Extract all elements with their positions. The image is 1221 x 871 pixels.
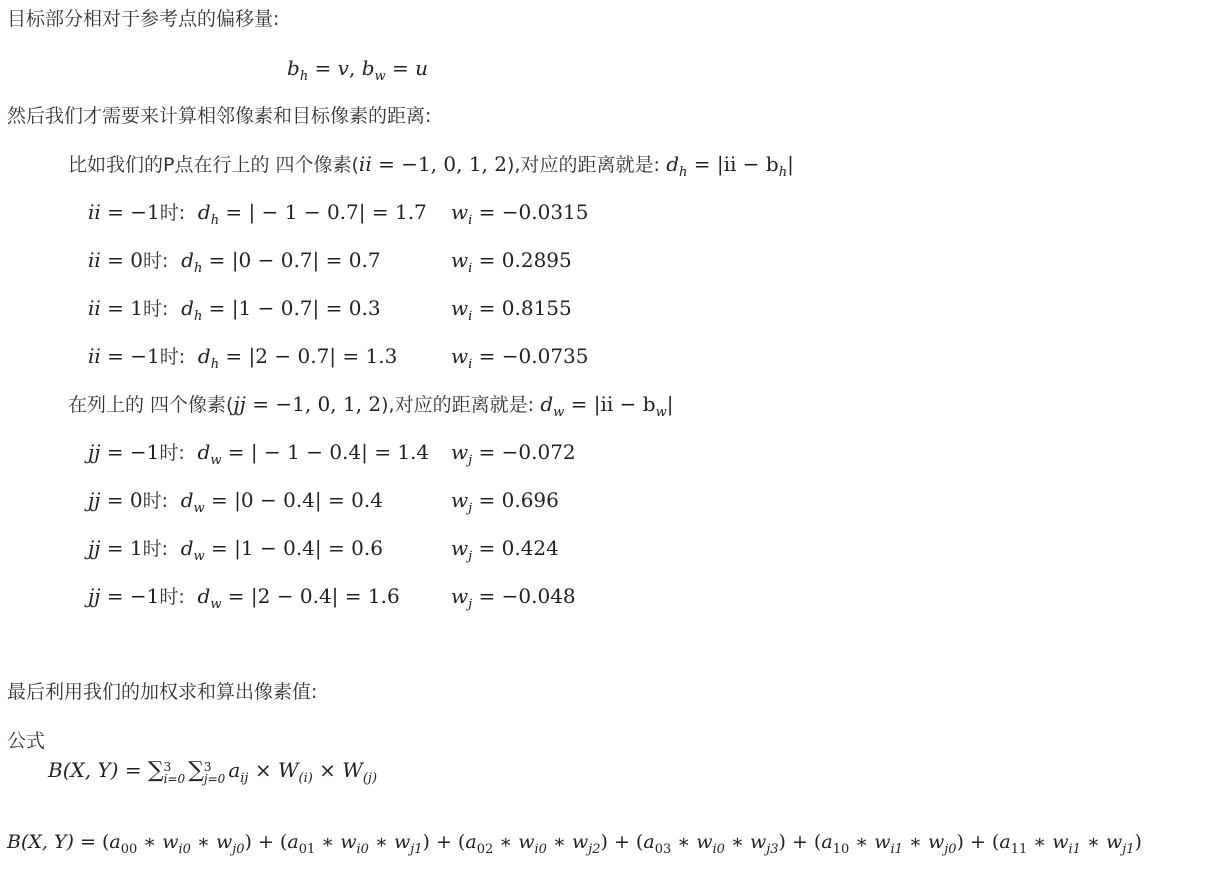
row-distance-line: ii = −1时: $d_h = |2 - 0.7| = 1.3$ (88, 344, 398, 372)
column-distance-line: jj = 1时: $d_w = |1 - 0.4| = 0.6$ (88, 536, 383, 564)
row-distance-line-weight: $w_i = -0.0735$ (451, 344, 589, 372)
row-intro: 比如我们的P点在行上的 四个像素(ii = −1, 0, 1, 2),对应的距离就是: $d_h = |ii - b_h|$ (68, 152, 794, 180)
expansion-term: ($a_{00}$ ∗ $w_{i0}$ ∗ $w_{j0}$) (101, 831, 252, 857)
row-distance-line-weight: $w_i = 0.2895$ (451, 248, 572, 276)
row-distance-line-weight: $w_i = 0.8155$ (451, 296, 572, 324)
row-distance-line-weight: $w_i = -0.0315$ (451, 200, 589, 228)
row-distance-line: ii = 1时: $d_h = |1 - 0.7| = 0.3$ (88, 296, 381, 324)
expansion-term: + ($a_{02}$ ∗ $w_{i0}$ ∗ $w_{j2}$) (429, 831, 608, 857)
sum-formula: B(X, Y) = ∑ 3 i=0 ∑ 3 j=0 $a_{ij} \times W_{(i)} \times W_{(j)}$ (48, 758, 378, 786)
column-distance-line: jj = −1时: $d_w = |2 - 0.4| = 1.6$ (88, 584, 400, 612)
formula-label: 公式 (7, 730, 46, 752)
row-distance-line: ii = −1时: $d_h$ = | − 1 − 0.7| = 1.7 (88, 200, 427, 228)
column-distance-line-weight: $w_j = -0.048$ (451, 584, 576, 612)
expansion-formula: B(X, $Y) = (a_{00}$ ∗ $w_{i0}$ ∗ $w_{j0}) + (a_{01}$ ∗ $w_{i0}$ ∗ $w_{j1}) + (a_{02}$ ∗ $w_{i0}$ ∗ $w_{j2}) + (a_{03}$ ∗ $w_{i0}$ ∗ $w_{j3}) + (a_{10}$ ∗ $w_{i1}$ ∗ $w_{j0}) + (a_{11}$ ∗ $w_{i1}$ ∗ $w_{j1}$) (7, 831, 1142, 857)
expansion-term: + ($a_{11}$ ∗ $w_{i1}$ ∗ $w_{j1}$) (963, 831, 1142, 857)
column-distance-line-weight: $w_j = 0.696$ (451, 488, 559, 516)
expansion-term: + ($a_{10}$ ∗ $w_{i1}$ ∗ $w_{j0}$) (785, 831, 964, 857)
distance-intro-text: 然后我们才需要来计算相邻像素和目标像素的距离: (7, 105, 432, 127)
column-distance-line-weight: $w_j = -0.072$ (451, 440, 576, 468)
expansion-term: + ($a_{01}$ ∗ $w_{i0}$ ∗ $w_{j1}$) (251, 831, 430, 857)
column-distance-line: jj = −1时: $d_w$ = | − 1 − 0.4| = 1.4 (88, 440, 430, 468)
intro-text: 目标部分相对于参考点的偏移量: (7, 8, 280, 30)
column-intro: 在列上的 四个像素(jj = −1, 0, 1, 2),对应的距离就是: $d_w = |ii - b_w|$ (68, 392, 674, 420)
column-distance-line: jj = 0时: $d_w = |0 - 0.4| = 0.4$ (88, 488, 383, 516)
final-intro-text: 最后利用我们的加权求和算出像素值: (7, 681, 318, 703)
expansion-term: + ($a_{03}$ ∗ $w_{i0}$ ∗ $w_{j3}$) (607, 831, 786, 857)
column-distance-line-weight: $w_j = 0.424$ (451, 536, 559, 564)
offset-formula: $b_h = v$, $b_w = u$ (287, 56, 429, 84)
row-distance-line: ii = 0时: $d_h = |0 - 0.7| = 0.7$ (88, 248, 381, 276)
